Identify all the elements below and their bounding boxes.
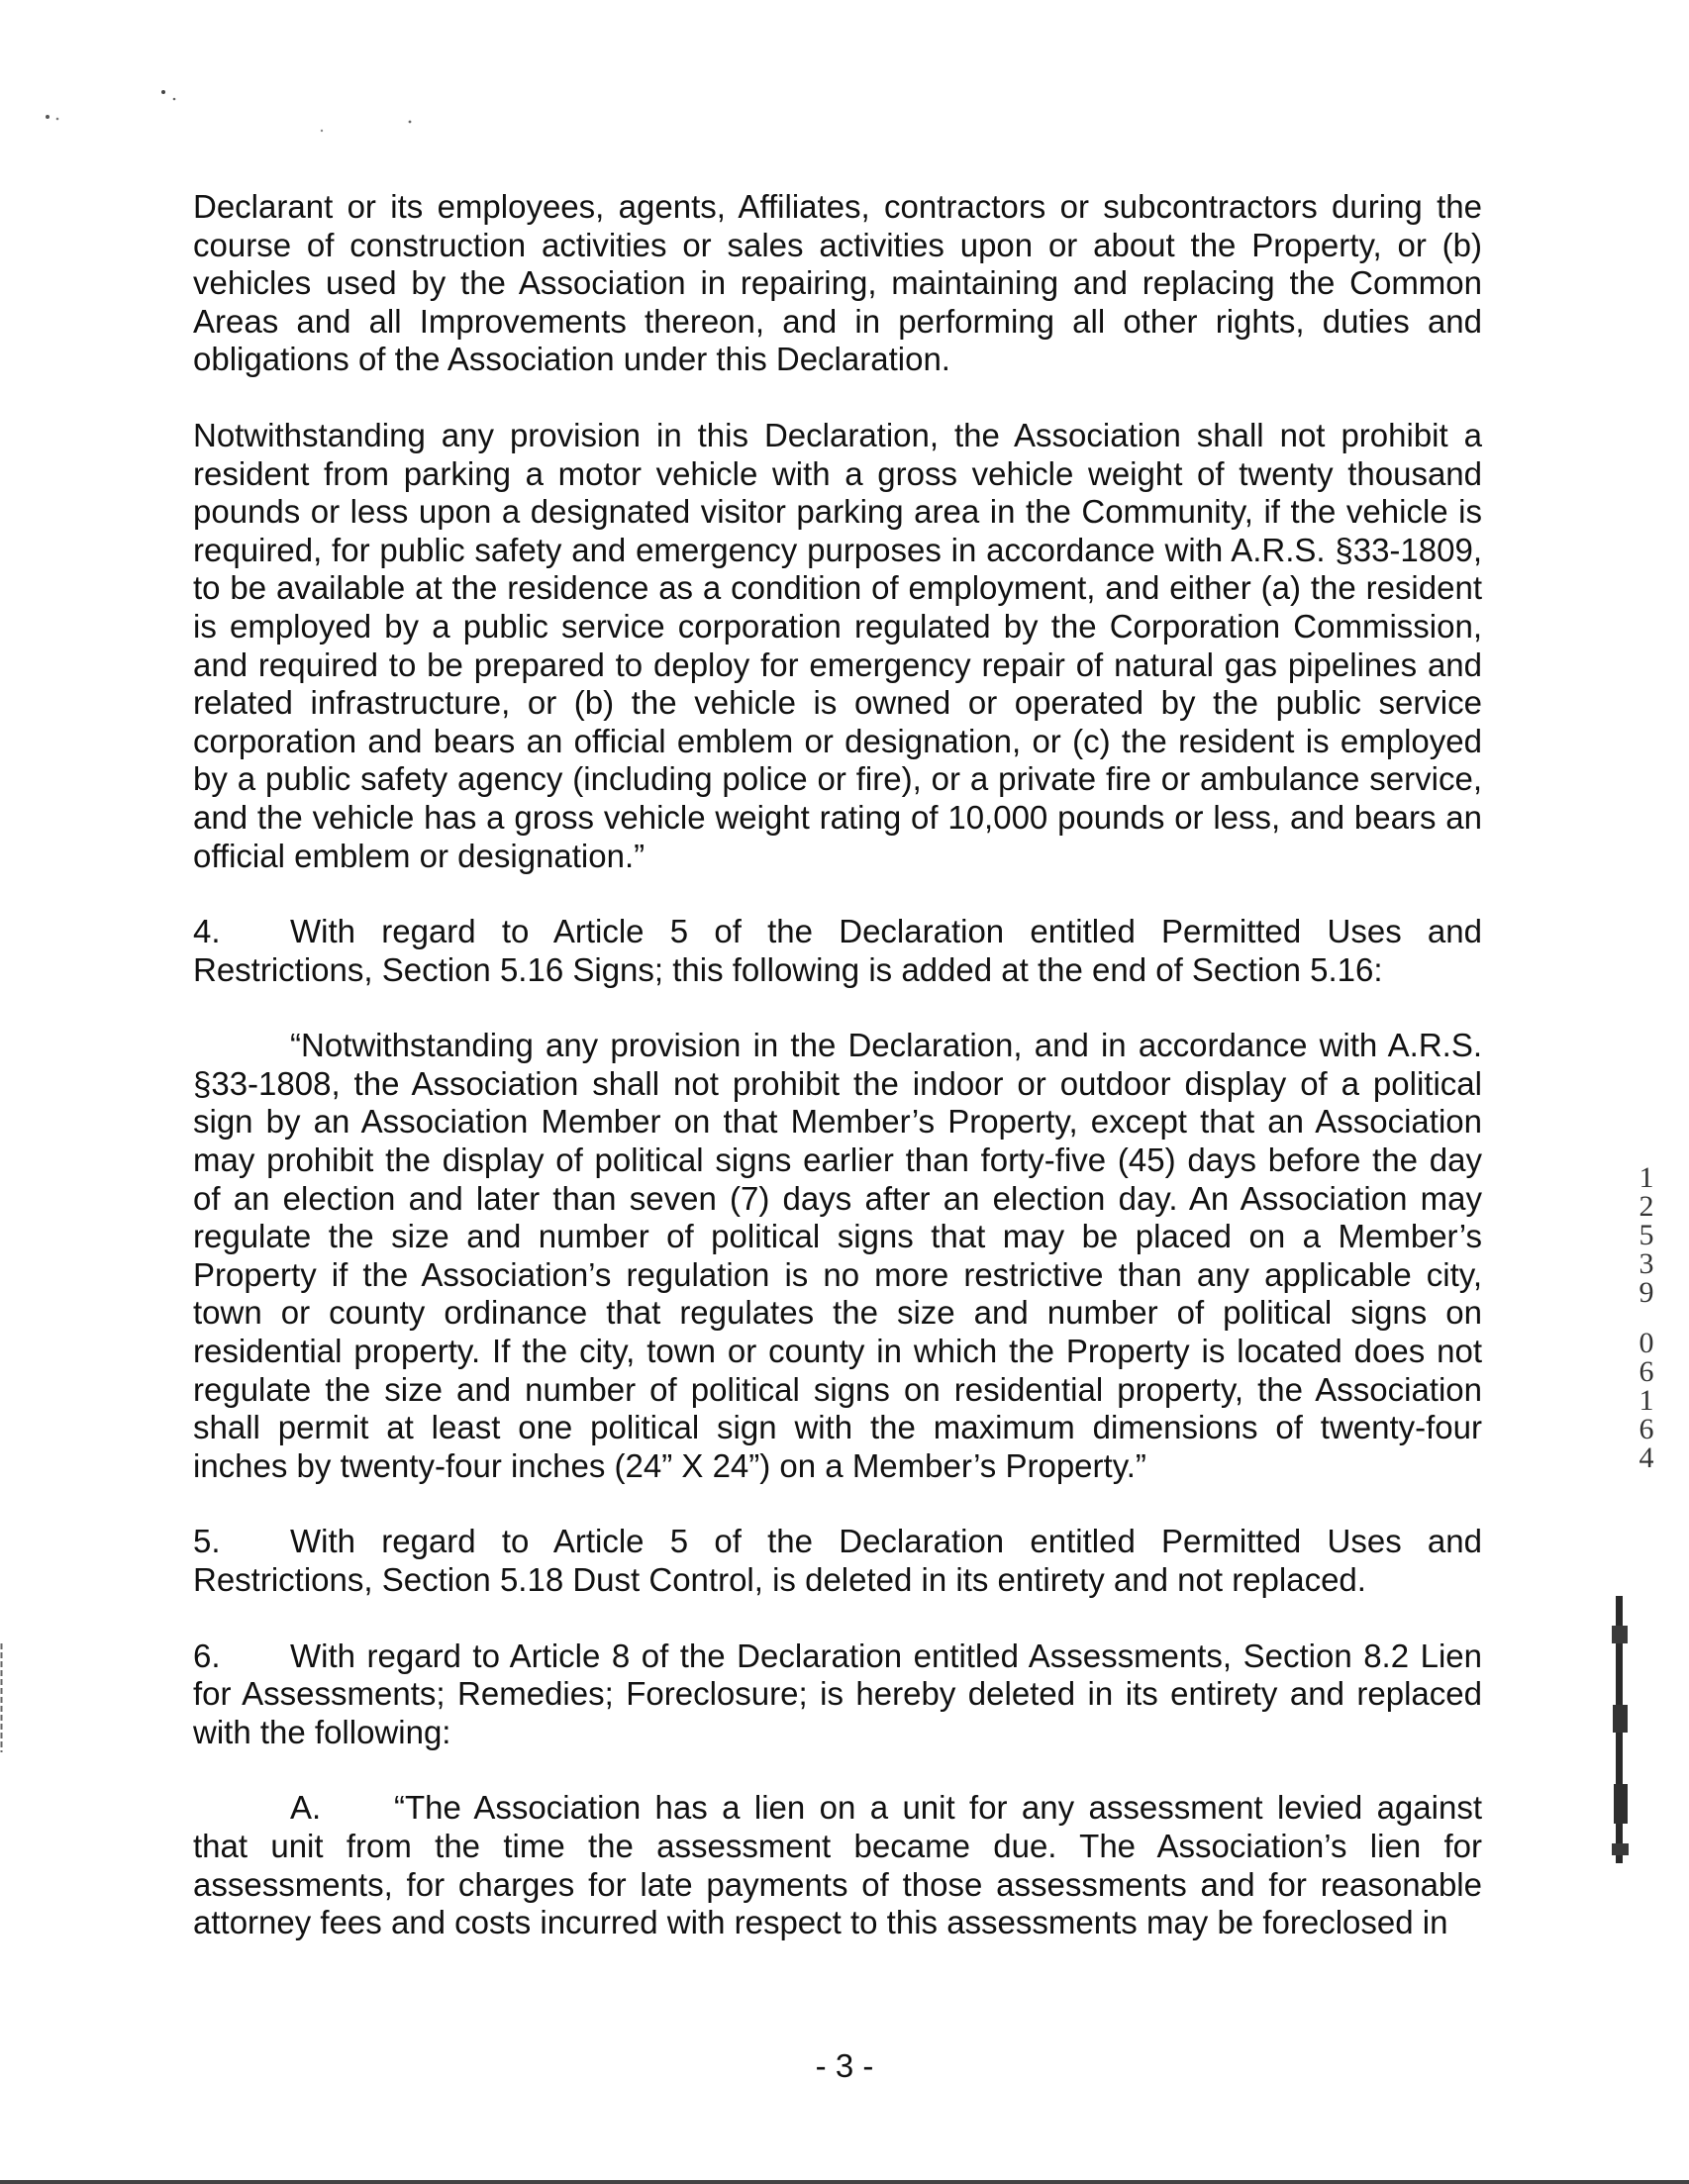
paragraph-visitor-parking: Notwithstanding any provision in this Declaration, the Association shall not prohibit a resident from parking a motor vehicle with a gross vehicle weight of twenty thousand pounds or less upon a designated visitor parking area in the Community, if the vehicle is required, for public safety and emergency purposes in accordance with A.R.S. §33-1809, to be available at the residence as a condition of employment, and either (a) the resident is employed by a public service corporation regulated by the Corporation Commission, and required to be prepared to deploy for emergency repair of natural gas pipelines and related infrastructure, or (b) the vehicle is owned or operated by the public service corporation and bears an official emblem or designation, or (c) the resident is employed by a public safety agency (including police or fire), or a private fire or ambulance service, and the vehicle has a gross vehicle weight rating of 10,000 pounds or less, and bears an official emblem or designation.” xyxy=(193,416,1482,874)
paragraph-5 xyxy=(193,1523,1482,1599)
vertical-stamp-mark xyxy=(1612,1596,1630,1863)
recording-digit: 3 xyxy=(1639,1247,1654,1280)
paragraph-6 xyxy=(193,1638,1482,1752)
recording-digit: 9 xyxy=(1639,1276,1654,1309)
recording-digit: 1 xyxy=(1639,1384,1654,1417)
scan-edge-mark xyxy=(0,1643,3,1752)
page-number: - 3 - xyxy=(815,2047,874,2084)
paragraph-5-number: 5. xyxy=(193,1523,221,1560)
recording-number xyxy=(1632,1163,1661,1472)
recording-digit: 6 xyxy=(1639,1355,1654,1388)
recording-digit: 1 xyxy=(1639,1161,1654,1194)
recording-digit: 6 xyxy=(1639,1413,1654,1445)
document-body xyxy=(193,188,1482,1980)
paragraph-6a xyxy=(193,1789,1482,1941)
paragraph-vehicle-exceptions: Declarant or its employees, agents, Affiliates, contractors or subcontractors during the course of construction activities or sales activities upon or about the Property, or (b) vehicles used by the Association in repairing, maintaining and replacing the Common Areas and all Improvements thereon, and in performing all other rights, duties and obligations of the Association under this Declaration. xyxy=(193,188,1482,378)
recording-digit: 4 xyxy=(1639,1441,1654,1474)
paragraph-6-number: 6. xyxy=(193,1637,221,1674)
paragraph-4-text: With regard to Article 5 of the Declaration entitled Permitted Uses and Restrictions, Section 5.16 Signs; this following is added at the end of Section 5.16: xyxy=(193,913,1482,988)
recording-digit: 0 xyxy=(1639,1327,1654,1359)
paragraph-4 xyxy=(193,913,1482,989)
recording-digit: 2 xyxy=(1639,1190,1654,1223)
paragraph-6-text: With regard to Article 8 of the Declaration entitled Assessments, Section 8.2 Lien for Assessments; Remedies; Foreclosure; is hereby deleted in its entirety and replaced with the following: xyxy=(193,1637,1482,1750)
paragraph-6a-label: A. xyxy=(290,1789,322,1827)
recording-digit: 5 xyxy=(1639,1219,1654,1251)
paragraph-5-text: With regard to Article 5 of the Declaration entitled Permitted Uses and Restrictions, Section 5.18 Dust Control, is deleted in its entirety and not replaced. xyxy=(193,1523,1482,1598)
scan-bottom-edge xyxy=(0,2180,1689,2184)
paragraph-4-number: 4. xyxy=(193,913,221,950)
scan-specks xyxy=(0,0,495,158)
paragraph-4-quote-political-signs: “Notwithstanding any provision in the Declaration, and in accordance with A.R.S. §33-1808, the Association shall not prohibit the indoor or outdoor display of a political sign by an Association Member on that Member’s Property, except that an Association may prohibit the display of political signs earlier than forty-five (45) days before the day of an election and later than seven (7) days after an election day. An Association may regulate the size and number of political signs that may be placed on a Member’s Property if the Association’s regulation is no more restrictive than any applicable city, town or county ordinance that regulates the size and number of political signs on residential property. If the city, town or county in which the Property is located does not regulate the size and number of political signs on residential property, the Association shall permit at least one political sign with the maximum dimensions of twenty-four inches by twenty-four inches (24” X 24”) on a Member’s Property.” xyxy=(193,1027,1482,1484)
paragraph-6a-text: “The Association has a lien on a unit for any assessment levied against that unit from the time the assessment became due. The Association’s lien for assessments, for charges for late payments of those assessments and for reasonable attorney fees and costs incurred with respect to this assessments may be foreclosed in xyxy=(193,1789,1482,1941)
